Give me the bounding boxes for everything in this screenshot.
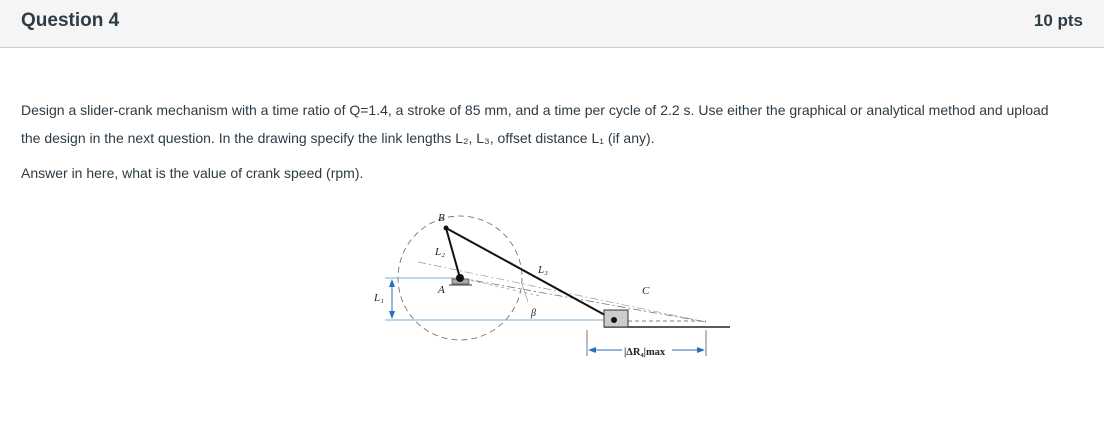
question-text-line-1: Design a slider-crank mechanism with a time ratio of Q=1.4, a stroke of 85 mm, and a time per cycle of 2.2 s. Use either the graphical or analytical method and upload (21, 102, 1049, 118)
joint-A (456, 274, 464, 282)
label-stroke: |ΔR₄|max (624, 347, 666, 358)
stroke-arrow-right (697, 347, 705, 353)
label-A: A (438, 284, 445, 296)
construction-line-1 (460, 278, 706, 322)
joint-B (444, 226, 449, 231)
label-L3: L₃ (538, 264, 548, 276)
stroke-arrow-left (588, 347, 596, 353)
question-text-line-2: the design in the next question. In the drawing specify the link lengths L₂, L₃, offset distance L₁ (if any). (21, 130, 655, 146)
coupler-link-L3 (446, 228, 614, 320)
label-L1: L₁ (374, 292, 384, 304)
label-L2: L₂ (435, 246, 445, 258)
joint-C (611, 317, 617, 323)
label-beta: β (531, 308, 536, 319)
label-B: B (438, 212, 445, 224)
offset-arrow-up (389, 279, 395, 287)
question-title: Question 4 (21, 10, 120, 31)
construction-line-3 (460, 278, 540, 296)
question-points: 10 pts (1033, 11, 1083, 30)
offset-arrow-down (389, 311, 395, 319)
answer-prompt: Answer in here, what is the value of crank speed (rpm). (21, 165, 364, 181)
label-C: C (642, 285, 650, 297)
